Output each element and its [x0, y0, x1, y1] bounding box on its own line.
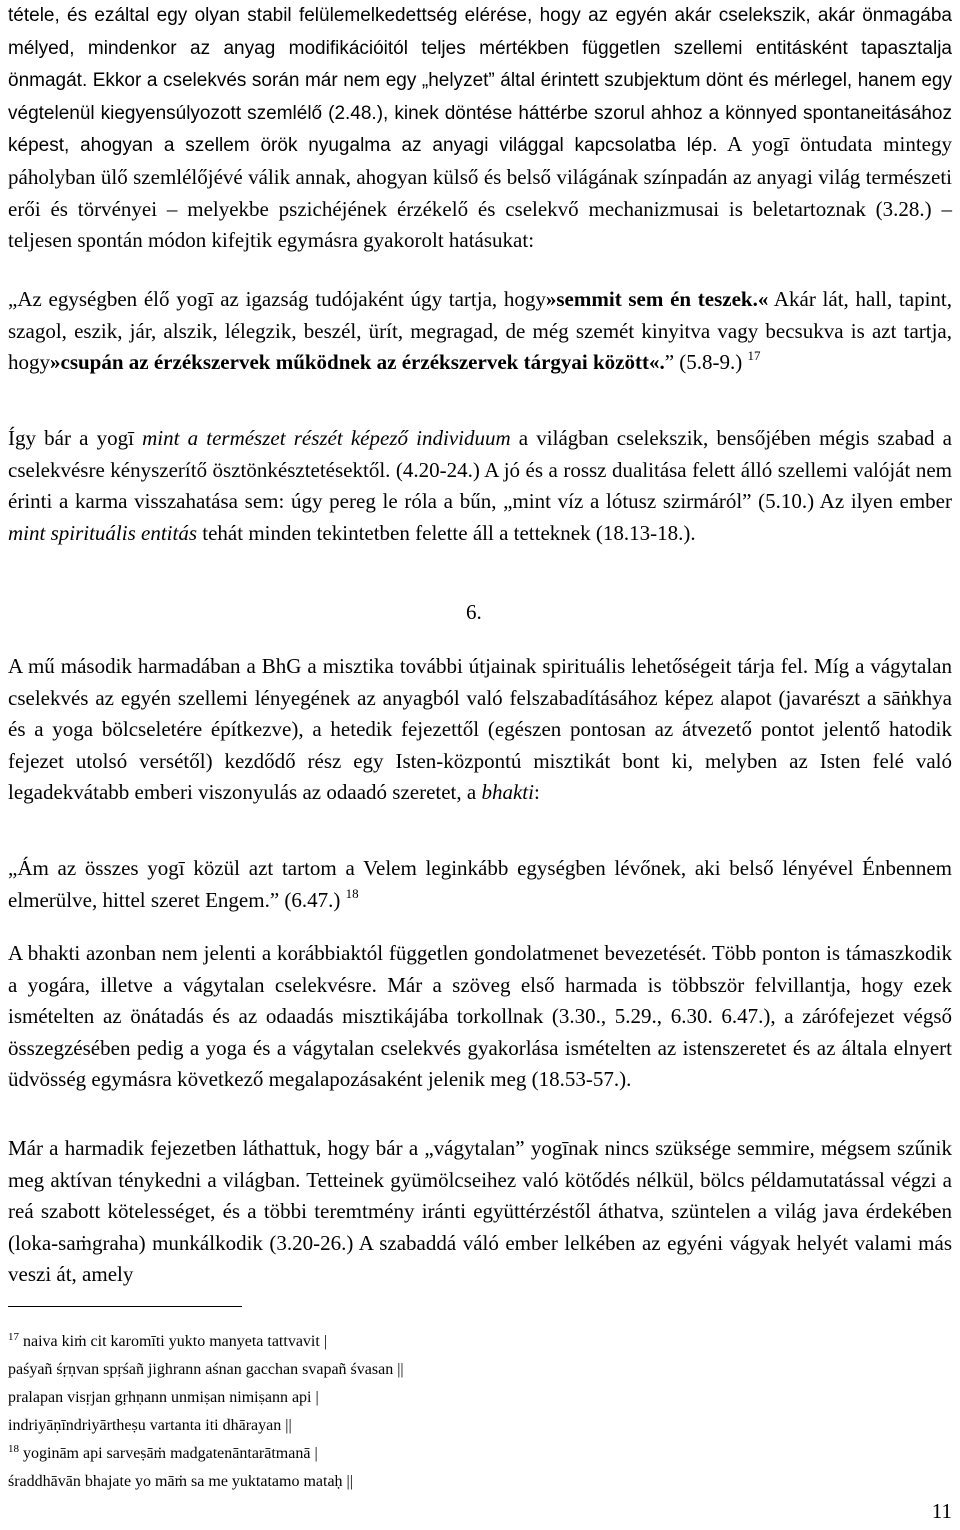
text-run: :: [533, 780, 540, 805]
quote-text: „Ám az összes yogī közül azt tartom a Velem leginkább egységben lévőnek, aki belső lényével Énbennem elmerülve, hittel szeret Engem.” (6.47.): [8, 856, 952, 912]
italic-run: mint spirituális entitás: [8, 520, 198, 545]
text-run: Így bár a yogī: [8, 426, 143, 450]
quote-text: Akár lát, hall, tapint, szagol, eszik, jár, alszik, lélegzik, beszél, ürít, megragad, de még szemét kinyitva vagy becsukva is azt tartja, hogy: [8, 287, 952, 375]
paragraph-individuum: [8, 423, 952, 549]
footnote-17-line-1: [8, 1330, 952, 1354]
footnote-17-line-3: pralapan visṛjan gṛhṇann unmiṣan nimiṣann api |: [8, 1389, 319, 1406]
quote-text: „Az egységben élő yogī az igazság tudójaként úgy tartja, hogy: [8, 287, 546, 311]
footnote-18-mark: 18: [8, 1443, 19, 1455]
footnote-17-line-4: indriyāṇīndriyārtheṣu vartanta iti dhārayan ||: [8, 1417, 292, 1434]
quote-5-8-9: [8, 284, 952, 379]
footnote-ref-18[interactable]: 18: [345, 885, 359, 901]
quote-emphasis: »semmit sem én teszek.«: [545, 287, 769, 311]
footnote-verse-line: naiva kiṁ cit karomīti yukto manyeta tattvavit |: [23, 1333, 328, 1350]
text-run: A mű második harmadában a BhG a misztika további útjainak spirituális lehetőségeit tárja fel. Míg a vágytalan cselekvés az egyén szellemi lényegének az anyagból való felszabadításához képez alapot (javarészt a sāṅkhya és a yoga bölcseletére építkezve), a hetedik fejezettől (egészen pontosan az átvezető pontot jelentő hatodik fejezet utolsó versétől) kezdődő rész egy Isten-központú misztikát bont ki, melyben az Isten felé való legadekvátabb emberi viszonyulás az odaadó szeretet, a: [8, 654, 952, 805]
paragraph-intro-serif-part: A yogī öntudata mintegy páholyban ülő szemlélőjévé válik annak, ahogyan külső és belső világának színpadán az anyagi világ természeti erői és törvényei – melyekbe pszichéjének érzékelő és cselekvő mechanizmusai is beletartoznak (3.28.) – teljesen spontán módon kifejtik egymásra gyakorolt hatásukat:: [8, 132, 952, 253]
paragraph-third-chapter: Már a harmadik fejezetben láthattuk, hogy bár a „vágytalan” yogīnak nincs szüksége semmire, mégsem szűnik meg aktívan ténykedni a világban. Tetteinek gyümölcseihez való kötődés nélkül, bölcs példamutatással végzi a reá szabott kötelességet, és a többi teremtmény iránti együttérzéstől áthatva, szüntelen a világ java érdekében (loka-saṁgraha) munkálkodik (3.20-26.) A szabaddá váló ember lelkében az egyéni vágyak helyét valami más veszi át, amely: [8, 1136, 952, 1287]
footnote-separator: [8, 1306, 242, 1307]
paragraph-intro-sans-part: tétele, és ezáltal egy olyan stabil felülemelkedettség elérése, hogy az egyén akár cselekszik, akár önmagába mélyed, mindenkor az anyag modifikációitól teljes mértékben független szellemi entitásként tapasztalja önmagát. Ekkor a cselekvés során már nem egy „helyzet” által érintett szubjektum dönt és mérlegel, hanem egy végtelenül kiegyensúlyozott szemlélő (2.48.), kinek döntése háttérbe szorul ahhoz a könnyed spontaneitásához képest, ahogyan a szellem örök nyugalma az anyagi világgal kapcsolatba lép.: [8, 5, 952, 157]
footnote-17-mark: 17: [8, 1331, 19, 1343]
footnote-verse-line: yoginām api sarveṣāṁ madgatenāntarātmanā |: [23, 1445, 318, 1462]
text-run: tehát minden tekintetben felette áll a tetteknek (18.13-18.).: [197, 520, 696, 545]
quote-emphasis: »csupán az érzékszervek működnek az érzékszervek tárgyai között«.: [50, 350, 665, 375]
italic-run: bhakti: [481, 780, 534, 805]
quote-reference: ” (5.8-9.): [664, 350, 743, 375]
text-run: a világban cselekszik, bensőjében mégis szabad a cselekvésre kényszerítő ösztönkésztetésektől. (4.20-24.) A jó és a rossz dualitása felett álló szellemi valóját nem érinti a karma visszahatása sem: úgy pereg le róla a bűn, „mint víz a lótusz szirmáról” (5.10.) Az ilyen ember: [8, 426, 952, 514]
italic-run: mint a természet részét képező individuum: [142, 426, 511, 450]
section-number: 6.: [466, 600, 482, 624]
footnote-17-line-2: paśyañ śṛṇvan spṛśañ jighrann aśnan gacchan svapañ śvasan ||: [8, 1361, 404, 1378]
paragraph-intro: [8, 0, 952, 257]
paragraph-bhakti-intro: [8, 651, 952, 809]
paragraph-bhakti-yoga: A bhakti azonban nem jelenti a korábbiaktól független gondolatmenet bevezetését. Több ponton is támaszkodik a yogára, illetve a vágytalan cselekvésre. Már a szöveg első harmada is többször felvillantja, hogy ezek ismételten az önátadás és az odaadás misztikájába torkollnak (3.30., 5.29., 6.30. 6.47.), a zárófejezet végső összegzésében pedig a yoga és a vágytalan cselekvés gyakorlása ismételten az istenszeretet és az általa elnyert üdvösség egymásra következő megalapozásaként jelenik meg (18.53-57.).: [8, 941, 952, 1092]
footnote-18-line-1: [8, 1442, 952, 1466]
footnote-ref-17[interactable]: 17: [747, 348, 761, 364]
quote-6-47: [8, 853, 952, 916]
footnote-18-line-2: śraddhāvān bhajate yo māṁ sa me yuktatamo mataḥ ||: [8, 1473, 353, 1490]
page-number: 11: [931, 1499, 952, 1523]
